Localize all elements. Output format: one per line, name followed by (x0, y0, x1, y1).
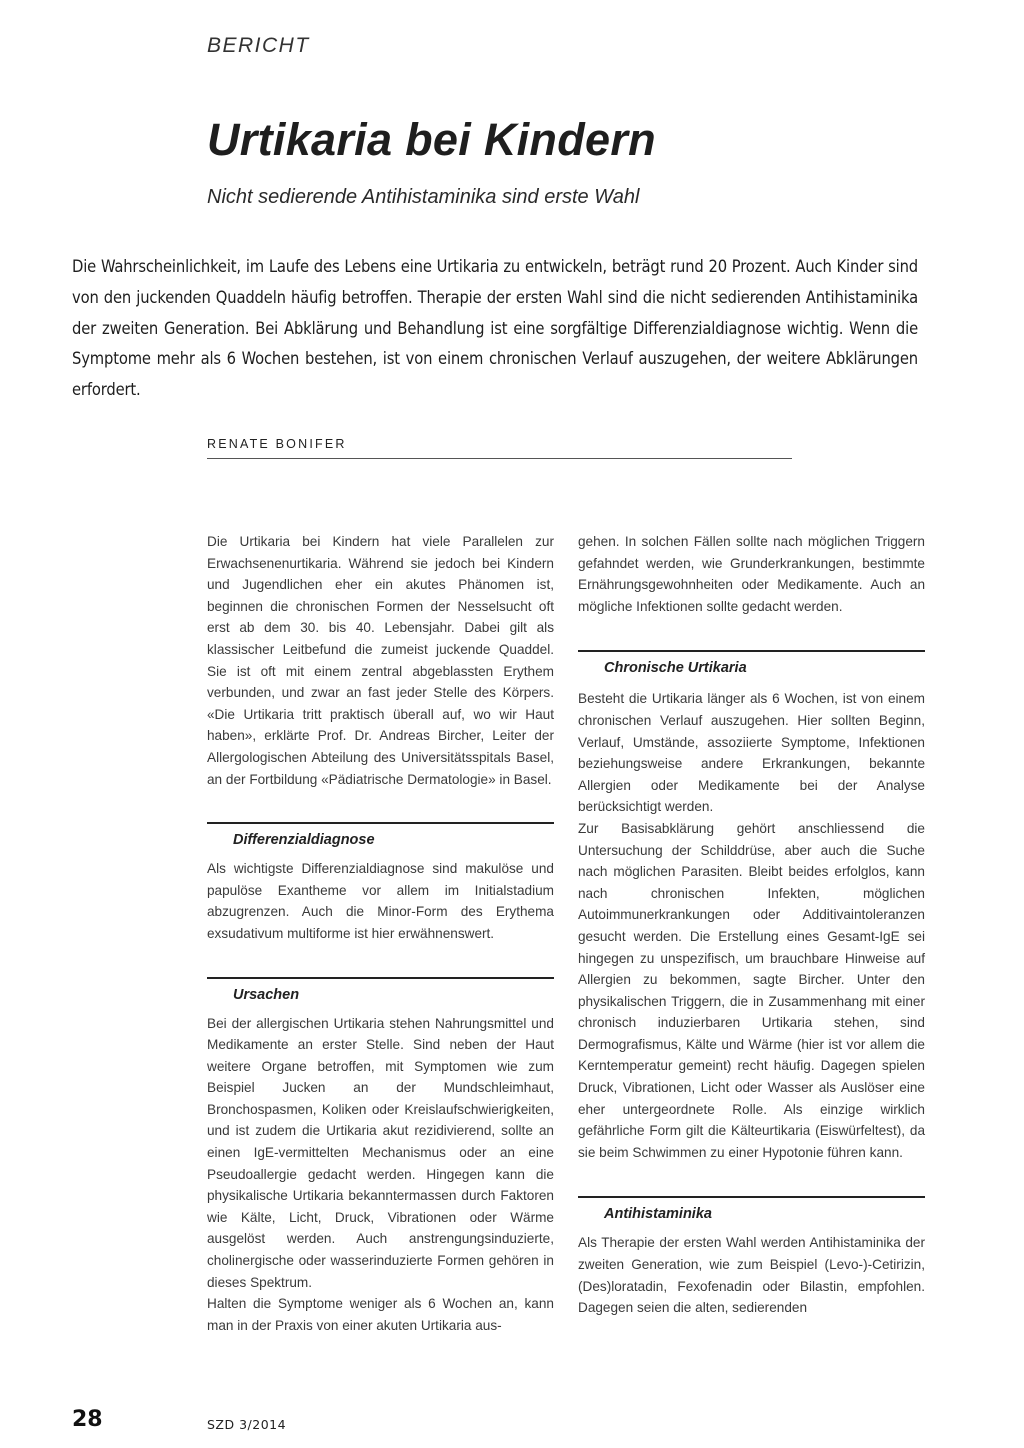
right-column (578, 531, 925, 1319)
ursachen-paragraph-2: Halten die Symptome weniger als 6 Wochen an, kann man in der Praxis von einer akuten Urtikaria aus- (207, 1296, 554, 1333)
continuation-paragraph: gehen. In solchen Fällen sollte nach möglichen Triggern gefahndet werden, wie Grunderkrankungen, bestimmte Ernährungsgewohnheiten oder Medikamente. Auch an mögliche Infektionen sollte gedacht werden. (578, 534, 925, 614)
issue-label: SZD 3/2014 (207, 1417, 287, 1432)
heading-ursachen: Ursachen (207, 977, 554, 1005)
chronische-paragraph-1: Besteht die Urtikaria länger als 6 Wochen, ist von einem chronischen Verlauf auszugehen. Hier sollten Beginn, Verlauf, Umstände, assoziierte Symptome, Infektionen beziehungsweise andere Erkrankungen, bekannte Allergien oder Medikamente bei der Analyse berücksichtigt werden. (578, 691, 925, 815)
section-label: BERICHT (207, 34, 310, 57)
author-byline: RENATE BONIFER (207, 437, 792, 459)
page-number: 28 (72, 1407, 103, 1432)
heading-chronische-urtikaria: Chronische Urtikaria (578, 650, 925, 678)
lead-text: Die Wahrscheinlichkeit, im Laufe des Lebens eine Urtikaria zu entwickeln, beträgt rund 20 Prozent. Auch Kinder sind von den juckenden Quaddeln häufig betroffen. Therapie der ersten Wahl sind die nicht sedierenden Antihistaminika der zweiten Generation. Bei Abklärung und Behandlung ist eine sorgfältige Differenzialdiagnose wichtig. Wenn die Symptome mehr als 6 Wochen bestehen, ist von einem chronischen Verlauf auszugehen, der weitere Abklärungen erfordert. (72, 257, 918, 400)
heading-antihistaminika: Antihistaminika (578, 1196, 925, 1224)
heading-differenzialdiagnose: Differenzialdiagnose (207, 822, 554, 850)
intro-paragraph: Die Urtikaria bei Kindern hat viele Parallelen zur Erwachsenenurtikaria. Während sie jedoch bei Kindern und Jugendlichen eher ein akutes Phänomen ist, beginnen die chronischen Formen der Nesselsucht oft erst ab dem 30. bis 40. Lebensjahr. Dabei gilt als klassischer Leitbefund die zumeist juckende Quaddel. Sie ist oft mit einem zentral abgeblassten Erythem verbunden, und zwar an fast jeder Stelle des Körpers. «Die Urtikaria tritt praktisch überall auf, wo wir Haut haben», erklärte Prof. Dr. Andreas Bircher, Leiter der Allergologischen Abteilung des Universitätsspitals Basel, an der Fortbildung «Pädiatrische Dermatologie» in Basel. (207, 534, 554, 787)
ursachen-paragraph-1: Bei der allergischen Urtikaria stehen Nahrungsmittel und Medikamente an erster Stelle. Sind neben der Haut weitere Organe betroffen, mit Symptomen wie zum Beispiel Jucken an der Mundschleimhaut, Bronchospasmen, Koliken oder Kreislaufschwierigkeiten, und ist zudem die Urtikaria akut rezidivierend, sollte an einen IgE-vermittelten Mechanismus oder an eine Pseudoallergie gedacht werden. Hingegen kann die physikalische Urtikaria bekanntermassen durch Faktoren wie Kälte, Licht, Druck, Vibrationen oder Wärme ausgelöst werden. Auch anstrengungsinduzierte, cholinergische oder wasserinduzierte Formen gehören in dieses Spektrum. (207, 1015, 554, 1290)
chronische-paragraph-2: Zur Basisabklärung gehört anschliessend die Untersuchung der Schilddrüse, aber auch die Suche nach möglichen Parasiten. Bleibt beides erfolglos, kann nach chronischen Infekten, möglichen Autoimmunerkrankungen oder Additivaintoleranzen gesucht werden. Die Erstellung eines Gesamt-IgE sei hingegen zu unspezifisch, um brauchbare Hinweise auf Allergien zu bekommen, sagte Bircher. Unter den physikalischen Triggern, die in Zusammenhang mit einer chronisch induzierbaren Urtikaria stehen, sind Dermografismus, Kälte und Wärme (hier ist vor allem die Kerntemperatur gemeint) recht häufig. Dagegen spielen Druck, Vibrationen, Licht oder Wasser als Auslöser eine eher untergeordnete Rolle. Als einzige wirklich gefährliche Form gilt die Kälteurtikaria (Eiswürfeltest), da sie beim Schwimmen zu einer Hypotonie führen kann. (578, 820, 925, 1160)
article-title: Urtikaria bei Kindern (207, 114, 656, 165)
article-subtitle: Nicht sedierende Antihistaminika sind erste Wahl (207, 186, 640, 208)
differenzialdiagnose-paragraph: Als wichtigste Differenzialdiagnose sind makulöse und papulöse Exantheme vor allem im Initialstadium abzugrenzen. Auch die Minor-Form des Erythema exsudativum multiforme ist hier erwähnenswert. (207, 861, 554, 941)
antihistaminika-paragraph: Als Therapie der ersten Wahl werden Antihistaminika der zweiten Generation, wie zum Beispiel (Levo-)-Cetirizin, (Des)loratadin, Fexofenadin oder Bilastin, empfohlen. Dagegen seien die alten, sedierenden (578, 1235, 925, 1316)
left-column (207, 531, 554, 1336)
lead-paragraph (72, 252, 918, 406)
